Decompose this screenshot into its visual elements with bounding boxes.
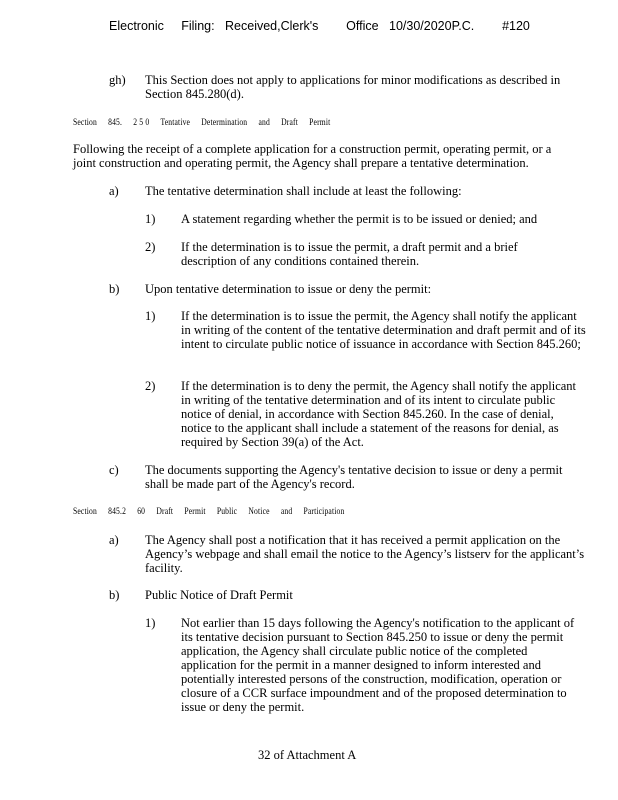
subitem-text: If the determination is to issue the permit, the Agency shall notify the applicant in writing of the content of the tentative determination and draft permit and of its intent to circulate public notice of issuance in accordance with Section 845.260; xyxy=(181,309,586,351)
item-text: This Section does not apply to applications for minor modifications as described in Section 845.280(d). xyxy=(145,73,561,101)
item-text: The Agency shall post a notification that it has received a permit application on the Agency’s webpage and shall email the notice to the Agency’s listserv for the applicant’s facility. xyxy=(145,533,585,575)
heading-word: 60 xyxy=(137,507,146,517)
heading-word: Section xyxy=(73,118,97,128)
heading-word: Permit xyxy=(309,118,331,128)
heading-word: Draft xyxy=(281,118,298,128)
item-text: Public Notice of Draft Permit xyxy=(145,588,293,602)
item-text: The tentative determination shall include at least the following: xyxy=(145,184,462,198)
heading-word: Permit xyxy=(184,507,206,517)
heading-word: Draft xyxy=(156,507,174,517)
item-label: c) xyxy=(109,463,119,477)
heading-word: Participation xyxy=(303,507,345,517)
item-label: b) xyxy=(109,588,120,602)
filing-header: Electronic Filing: Received,Clerk's Office 10/30/2020P.C. #120 xyxy=(109,19,530,33)
heading-word: Section xyxy=(73,507,97,517)
item-label: gh) xyxy=(109,73,126,87)
item-text: Upon tentative determination to issue or deny the permit: xyxy=(145,282,432,296)
subitem-label: 2) xyxy=(145,379,156,393)
subitem-text: Not earlier than 15 days following the Agency's notification to the applicant of its tentative decision pursuant to Section 845.250 to issue or deny the permit application, the Agency shall circulate public notice of the completed application for the permit in a manner designed to inform interested and potentially interested persons of the construction, modification, operation or closure of a CCR surface impoundment and of the proposed determination to issue or deny the permit. xyxy=(181,616,575,714)
heading-word: Notice xyxy=(248,507,270,517)
subitem-text: A statement regarding whether the permit is to be issued or denied; and xyxy=(181,212,538,226)
heading-word: 845.2 xyxy=(108,507,127,517)
heading-word: 845. xyxy=(108,118,123,128)
subitem-label: 1) xyxy=(145,212,156,226)
heading-word: Tentative xyxy=(160,118,191,128)
heading-word: and xyxy=(280,507,293,517)
subitem-label: 1) xyxy=(145,309,156,323)
subitem-label: 2) xyxy=(145,240,156,254)
section-heading-250 xyxy=(73,118,342,128)
heading-word: 2 5 0 xyxy=(133,118,150,128)
heading-word: and xyxy=(258,118,270,128)
heading-word: Public xyxy=(216,507,238,517)
section-intro: Following the receipt of a complete application for a construction permit, operating permit, or a joint construction and operating permit, the Agency shall prepare a tentative determination. xyxy=(73,142,552,170)
page-footer: 32 of Attachment A xyxy=(258,748,357,762)
item-text: The documents supporting the Agency's tentative decision to issue or deny a permit shall be made part of the Agency's record. xyxy=(145,463,563,491)
heading-word: Determination xyxy=(201,118,248,128)
section-heading-260 xyxy=(73,507,356,517)
subitem-text: If the determination is to issue the permit, a draft permit and a brief description of any conditions contained therein. xyxy=(181,240,518,268)
item-label: b) xyxy=(109,282,120,296)
subitem-label: 1) xyxy=(145,616,156,630)
item-label: a) xyxy=(109,184,119,198)
subitem-text: If the determination is to deny the permit, the Agency shall notify the applicant in writing of the tentative determination and of its intent to circulate public notice of denial, in accordance with Section 845.260. In the case of denial, notice to the applicant shall include a statement of the reasons for denial, as required by Section 39(a) of the Act. xyxy=(181,379,577,449)
item-label: a) xyxy=(109,533,119,547)
